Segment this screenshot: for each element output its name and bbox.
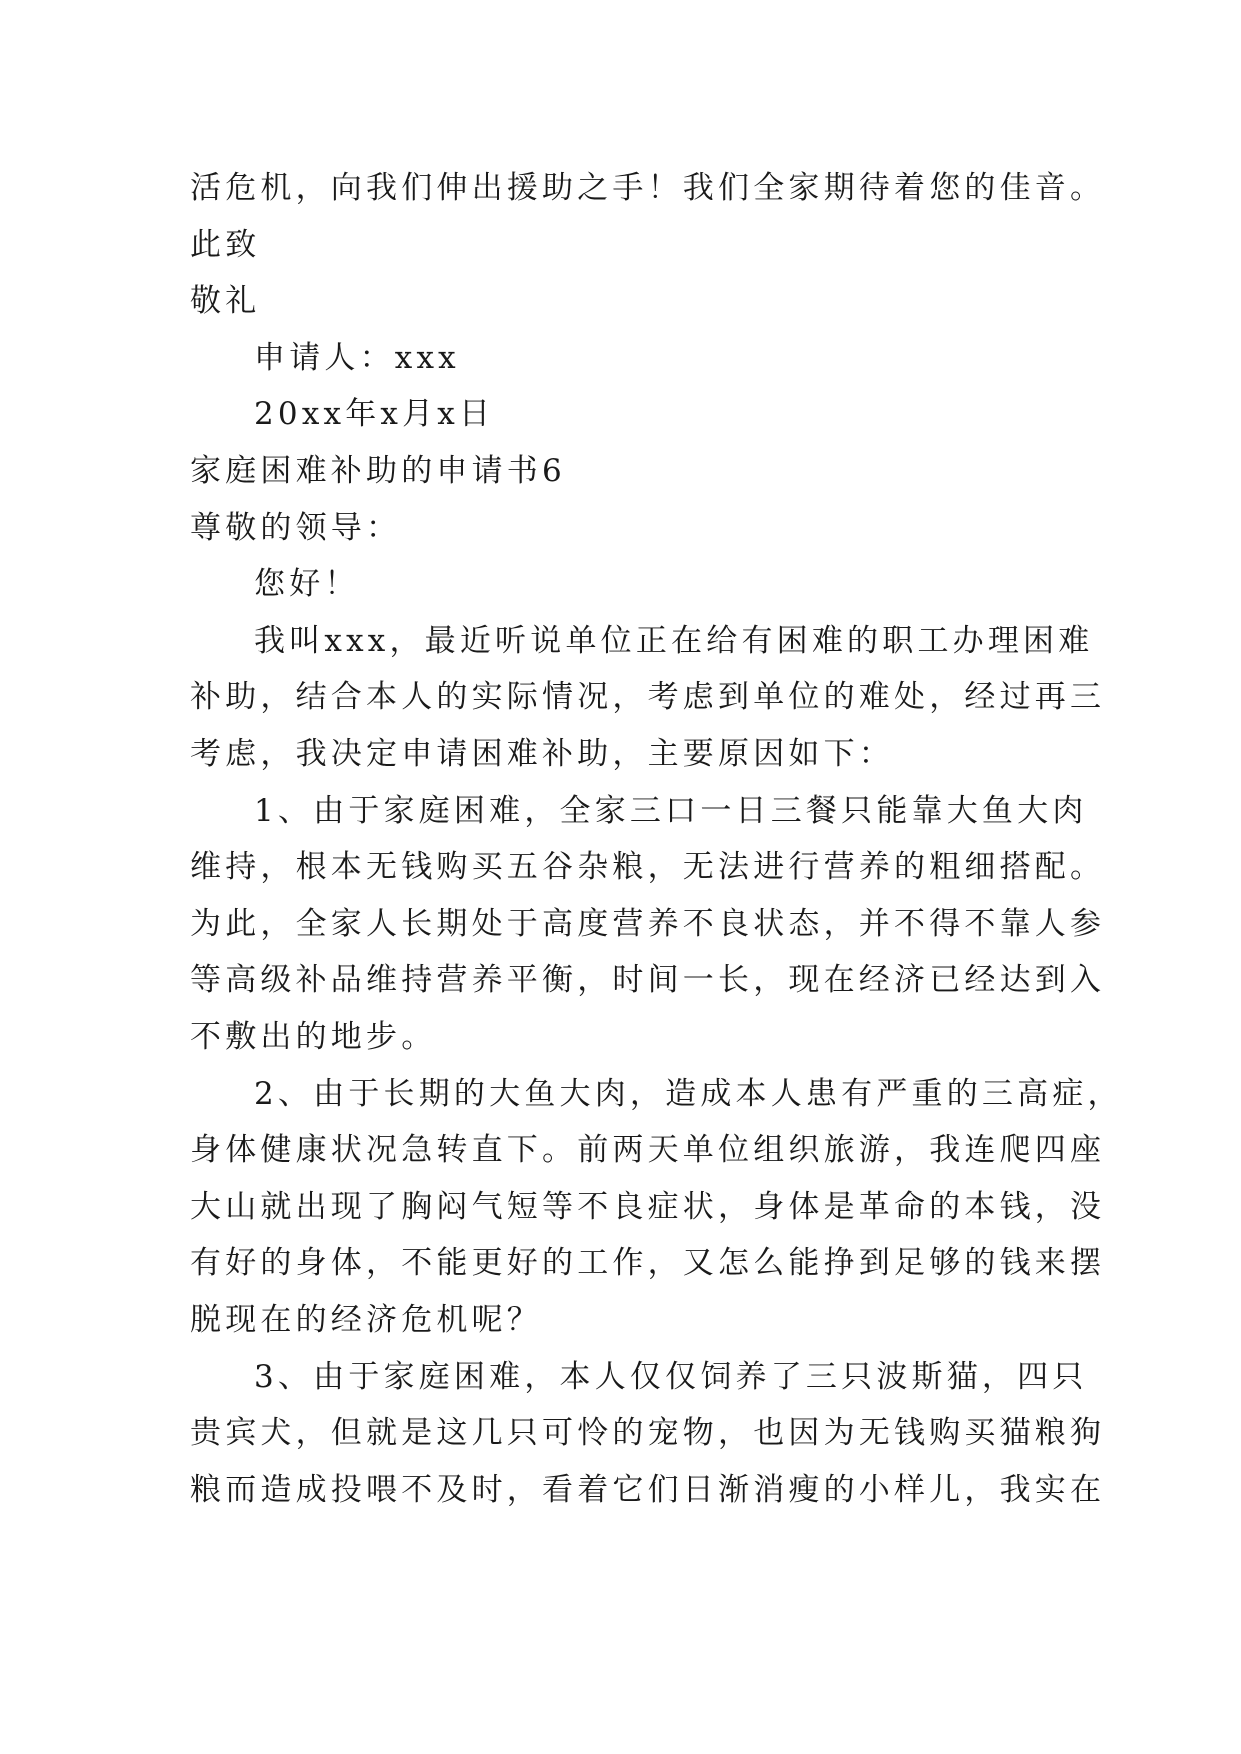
greeting: 您好！ [254,566,360,602]
body-text-line: 大山就出现了胸闷气短等不良症状，身体是革命的本钱，没 [190,1189,1106,1225]
body-text-line: 2、由于长期的大鱼大肉，造成本人患有严重的三高症， [254,1076,1123,1112]
body-text-line: 脱现在的经济危机呢？ [190,1302,542,1338]
body-text-line: 我叫xxx，最近听说单位正在给有困难的职工办理困难 [254,623,1094,659]
section-title: 家庭困难补助的申请书6 [190,453,566,489]
closing-regards: 敬礼 [190,283,261,319]
applicant-signature: 申请人：xxx [254,340,460,376]
body-text-line: 3、由于家庭困难，本人仅仅饲养了三只波斯猫，四只 [254,1359,1088,1395]
body-text-line: 考虑，我决定申请困难补助，主要原因如下： [190,736,894,772]
closing-salutation: 此致 [190,227,261,263]
body-text-line: 维持，根本无钱购买五谷杂粮，无法进行营养的粗细搭配。 [190,849,1106,885]
body-text-line: 补助，结合本人的实际情况，考虑到单位的难处，经过再三 [190,679,1106,715]
body-text-line: 1、由于家庭困难，全家三口一日三餐只能靠大鱼大肉 [254,793,1088,829]
body-text-line: 等高级补品维持营养平衡，时间一长，现在经济已经达到入 [190,962,1106,998]
body-text-line: 有好的身体，不能更好的工作，又怎么能挣到足够的钱来摆 [190,1245,1106,1281]
body-text-line: 贵宾犬，但就是这几只可怜的宠物，也因为无钱购买猫粮狗 [190,1415,1106,1451]
greeting-recipient: 尊敬的领导： [190,510,402,546]
body-text-line: 身体健康状况急转直下。前两天单位组织旅游，我连爬四座 [190,1132,1106,1168]
body-text-line: 粮而造成投喂不及时，看着它们日渐消瘦的小样儿，我实在 [190,1472,1106,1508]
body-text-line: 为此，全家人长期处于高度营养不良状态，并不得不靠人参 [190,906,1106,942]
body-text-line: 不敷出的地步。 [190,1019,437,1055]
signature-date: 20xx年x月x日 [254,396,495,432]
body-text-line: 活危机，向我们伸出援助之手！我们全家期待着您的佳音。 [190,170,1106,206]
